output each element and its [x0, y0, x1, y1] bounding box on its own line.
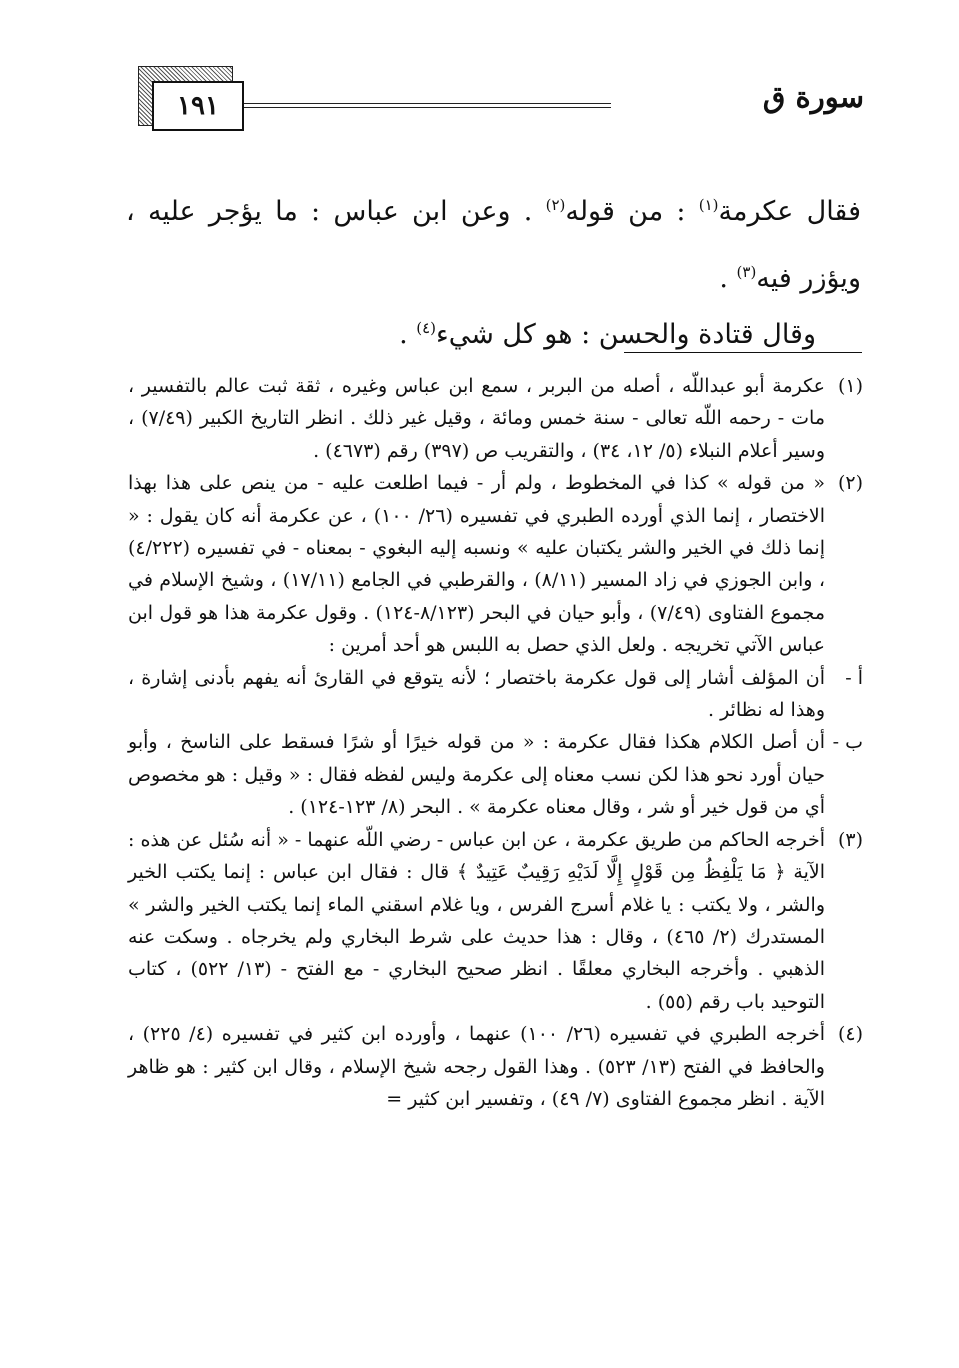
footnote-text: أخرجه الحاكم من طريق عكرمة ، عن ابن عباس - رضي اللّه عنهما - « أنه سُئل عن هذه : الآية ﴿ مَا يَلْفِظُ مِن قَوْلٍ إِلَّا لَدَيْهِ رَقِيبٌ عَتِيدٌ ﴾ قال : فقال ابن عباس : إنما يكتب الخير والشر ، ولا يكتب : يا غلام أسرج الفرس ، ويا غلام اسقني الماء إنما يكتب الخير والشر » المستدرك (٢/ ٤٦٥) ، وقال : هذا حديث على شرط البخاري ولم يخرجاه . وسكت عنه الذهبي . وأخرجه البخاري معلقًا . انظر صحيح البخاري - مع الفتح - (١٣/ ٥٢٢) ، كتاب التوحيد باب رقم (٥٥) .	[128, 828, 825, 1013]
main-text: .	[719, 263, 737, 294]
footnote-number: (٣)	[837, 828, 863, 851]
footnote-ref: (٢)	[545, 196, 566, 214]
footnote-text: « من قوله » كذا في المخطوط ، ولم أر - فيما اطلعت عليه - من ينص على هذا بهذا الاختصار ، إنما الذي أورده الطبري في تفسيره (٢٦/ ١٠٠) ، عن عكرمة أنه كان يقول : « إنما ذلك في الخير والشر يكتبان عليه » ونسبه إليه البغوي - بمعناه - في تفسيره (٤/٢٢٢) ، وابن الجوزي في زاد المسير (٨/١١) ، والقرطبي في الجامع (١٧/١١) ، وشيخ الإسلام في مجموع الفتاوى (٧/٤٩) ، وأبو حيان في البحر (٨/١٢٣-١٢٤) . وقول عكرمة هذا هو قول ابن عباس الآتي تخريجه . ولعل الذي حصل به اللبس هو أحد أمرين :	[128, 472, 825, 657]
main-text: : من قوله	[565, 196, 699, 227]
footnotes	[128, 370, 863, 1115]
footnote-2-a	[128, 662, 863, 727]
surah-title: سورة ق	[762, 80, 864, 114]
main-text: وقال قتادة والحسن : هو كل شيء	[436, 319, 816, 350]
footnote-item-letter: ب -	[832, 731, 863, 754]
main-text: . وعن ابن عباس : ما يؤجر عليه ، ويؤزر فيه	[126, 196, 861, 294]
footnote-text: عكرمة أبو عبداللّه ، أصله من البربر ، سمع ابن عباس وغيره ، ثقة ثبت عالم بالتفسير ، مات - رحمه اللّه تعالى - سنة خمس ومائة ، وقيل غير ذلك . انظر التاريخ الكبير (٧/٤٩) ، وسير أعلام النبلاء (٥/ ١٢، ٣٤) ، والتقريب ص (٣٩٧) رقم (٤٦٧٣) .	[128, 375, 826, 462]
main-text: .	[399, 319, 417, 350]
footnote-separator	[624, 352, 862, 353]
main-text: فقال عكرمة	[718, 196, 861, 227]
footnote-ref: (٣)	[736, 263, 757, 281]
footnote-1	[128, 370, 863, 467]
footnote-item-letter: أ -	[845, 666, 863, 689]
main-paragraph-2	[116, 298, 816, 365]
header-rule-bottom	[244, 107, 611, 108]
footnote-number: (٢)	[837, 472, 863, 495]
footnote-2	[128, 467, 863, 661]
footnote-2-b	[128, 726, 863, 823]
main-paragraph-1	[126, 175, 861, 309]
footnote-text: أخرجه الطبري في تفسيره (٢٦/ ١٠٠) عنهما ، وأورده ابن كثير في تفسيره (٤/ ٢٢٥) ، والحافظ في الفتح (١٣/ ٥٢٣) . وهذا القول رجحه شيخ الإسلام ، وقال ابن كثير : هو ظاهر الآية . انظر مجموع الفتاوى (٧/ ٤٩) ، وتفسير ابن كثير =	[128, 1023, 825, 1110]
footnote-ref: (١)	[698, 196, 719, 214]
footnote-text: أن أصل الكلام هكذا فقال عكرمة : « من قوله خيرًا أو شرًا فسقط على الناسخ ، وأبو حيان أورد نحو هذا لكن نسب معناه إلى عكرمة وليس لفظه فقال : « وقيل : هو مخصوص أي من قول خير أو شر ، وقال معناه عكرمة » . البحر (٨/ ١٢٣-١٢٤) .	[128, 731, 825, 819]
page-number: ١٩١	[152, 81, 244, 131]
footnote-4	[128, 1018, 863, 1115]
header-rule-top	[244, 103, 611, 104]
footnote-number: (١)	[837, 375, 863, 397]
footnote-number: (٤)	[837, 1023, 863, 1046]
footnote-text: أن المؤلف أشار إلى قول عكرمة باختصار ؛ لأنه يتوقع في القارئ أنه يفهم بأدنى إشارة ، وهذا له نظائر .	[128, 666, 825, 722]
footnote-3	[128, 824, 863, 1018]
footnote-ref: (٤)	[416, 319, 437, 337]
